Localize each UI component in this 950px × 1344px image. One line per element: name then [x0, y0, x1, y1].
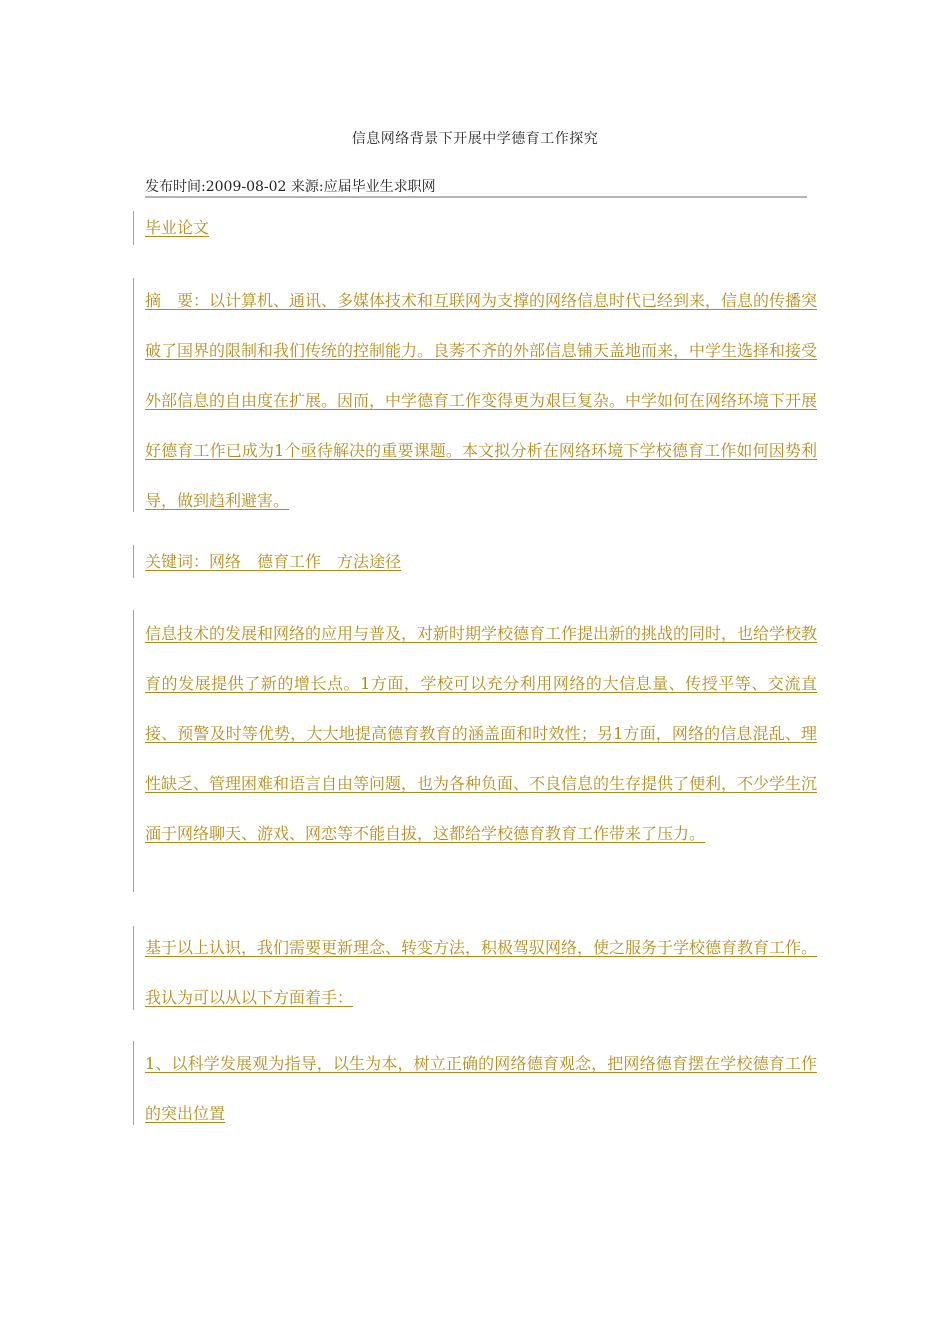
paragraph-block-1	[133, 610, 817, 892]
abstract-text[interactable]: 摘 要：以计算机、通讯、多媒体技术和互联网为支撑的网络信息时代已经到来，信息的传播突破了国界的限制和我们传统的控制能力。良莠不齐的外部信息铺天盖地而来，中学生选择和接受外部信息的自由度在扩展。因而，中学德育工作变得更为艰巨复杂。中学如何在网络环境下开展好德育工作已成为1个亟待解决的重要课题。本文拟分析在网络环境下学校德育工作如何因势利导，做到趋利避害。	[145, 291, 818, 510]
keywords-text[interactable]: 关键词：网络 德育工作 方法途径	[145, 552, 402, 571]
paragraph-3[interactable]: 1、以科学发展观为指导，以生为本，树立正确的网络德育观念，把网络德育摆在学校德育工作的突出位置	[145, 1054, 817, 1123]
paragraph-1[interactable]: 信息技术的发展和网络的应用与普及，对新时期学校德育工作提出新的挑战的同时，也给学校教育的发展提供了新的增长点。1方面，学校可以充分利用网络的大信息量、传授平等、交流直接、预警及时等优势，大大地提高德育教育的涵盖面和时效性；另1方面，网络的信息混乱、理性缺乏、管理困难和语言自由等问题，也为各种负面、不良信息的生存提供了便利，不少学生沉湎于网络聊天、游戏、网恋等不能自拔，这都给学校德育教育工作带来了压力。	[145, 624, 818, 843]
keywords-block	[133, 545, 817, 578]
abstract-block	[133, 278, 817, 512]
publish-meta: 发布时间:2009-08-02 来源:应届毕业生求职网	[145, 179, 436, 195]
header-divider	[145, 196, 807, 198]
category-block	[133, 211, 817, 245]
category-link[interactable]: 毕业论文	[145, 218, 210, 237]
paragraph-block-3	[133, 1041, 817, 1125]
page-title: 信息网络背景下开展中学德育工作探究	[351, 131, 599, 147]
paragraph-2[interactable]: 基于以上认识，我们需要更新理念、转变方法，积极驾驭网络，使之服务于学校德育教育工作。我认为可以从以下方面着手：	[145, 938, 818, 1007]
paragraph-block-2	[133, 926, 817, 1010]
